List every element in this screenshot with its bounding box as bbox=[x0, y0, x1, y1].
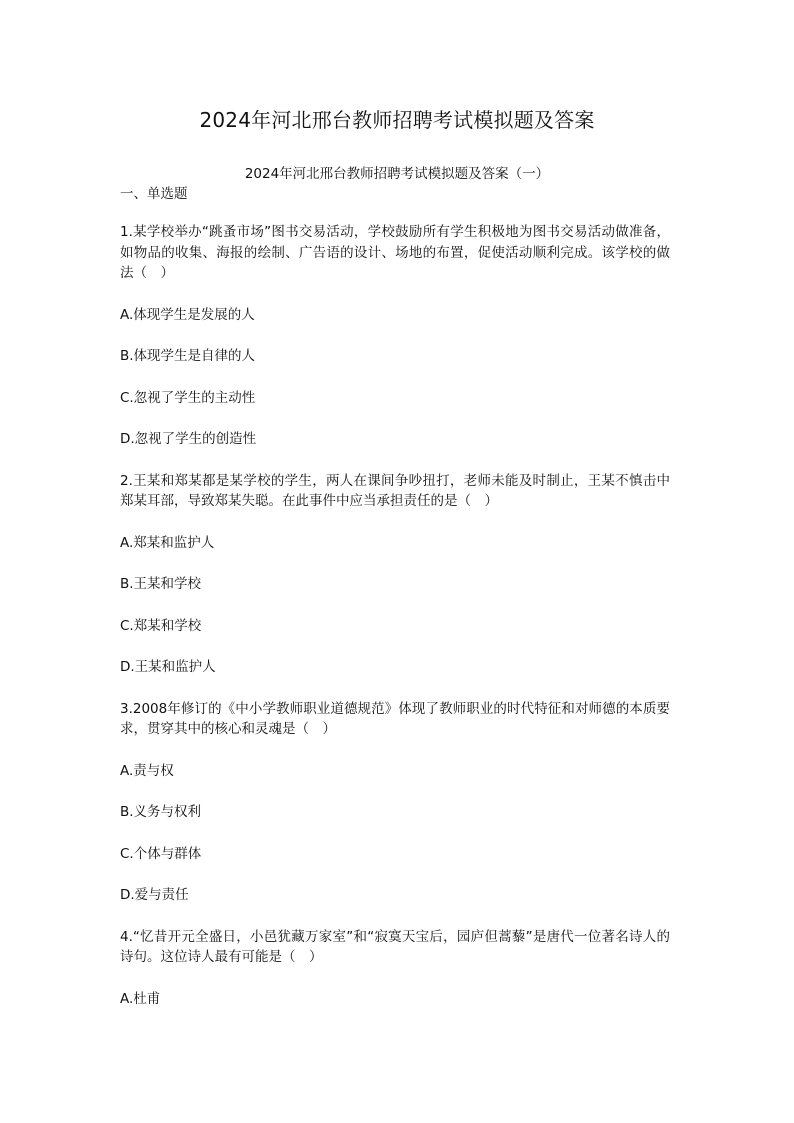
question-4-text: 4.“忆昔开元全盛日，小邑犹藏万家室”和“寂寞天宝后，园庐但蒿藜”是唐代一位著名诗人的诗句。这位诗人最有可能是（ ） bbox=[120, 928, 670, 965]
question-2-text: 2.王某和郑某都是某学校的学生，两人在课间争吵扭打，老师未能及时制止，王某不慎击中郑某耳部，导致郑某失聪。在此事件中应当承担责任的是（ ） bbox=[120, 472, 670, 509]
question-1-text: 1.某学校举办“跳蚤市场”图书交易活动，学校鼓励所有学生积极地为图书交易活动做准备，如物品的收集、海报的绘制、广告语的设计、场地的布置，促使活动顺利完成。该学校的做法（ ） bbox=[120, 224, 670, 281]
question-1-option-c: C.忽视了学生的主动性 bbox=[120, 389, 256, 406]
question-2-option-b: B.王某和学校 bbox=[120, 576, 202, 592]
question-2-option-d: D.王某和监护人 bbox=[120, 659, 216, 675]
question-3-option-b: B.义务与权利 bbox=[120, 804, 202, 820]
question-3-option-d: D.爱与责任 bbox=[120, 887, 189, 903]
question-3-option-c: C.个体与群体 bbox=[120, 845, 202, 862]
section-heading: 一、单选题 bbox=[120, 186, 188, 202]
question-2-option-c: C.郑某和学校 bbox=[120, 617, 202, 634]
question-4-option-a: A.杜甫 bbox=[120, 990, 161, 1007]
question-2-option-a: A.郑某和监护人 bbox=[120, 534, 215, 551]
document-subtitle: 2024年河北邢台教师招聘考试模拟题及答案（一） bbox=[244, 166, 550, 182]
question-list bbox=[120, 222, 670, 1030]
question-1-option-b: B.体现学生是自律的人 bbox=[120, 348, 256, 364]
question-1-option-a: A.体现学生是发展的人 bbox=[120, 306, 255, 323]
question-3-text: 3.2008年修订的《中小学教师职业道德规范》体现了教师职业的时代特征和对师德的本质要求，贯穿其中的核心和灵魂是（ ） bbox=[120, 700, 670, 737]
question-1-option-d: D.忽视了学生的创造性 bbox=[120, 431, 257, 447]
question-3-option-a: A.责与权 bbox=[120, 762, 174, 779]
document-title: 2024年河北邢台教师招聘考试模拟题及答案 bbox=[199, 108, 595, 132]
